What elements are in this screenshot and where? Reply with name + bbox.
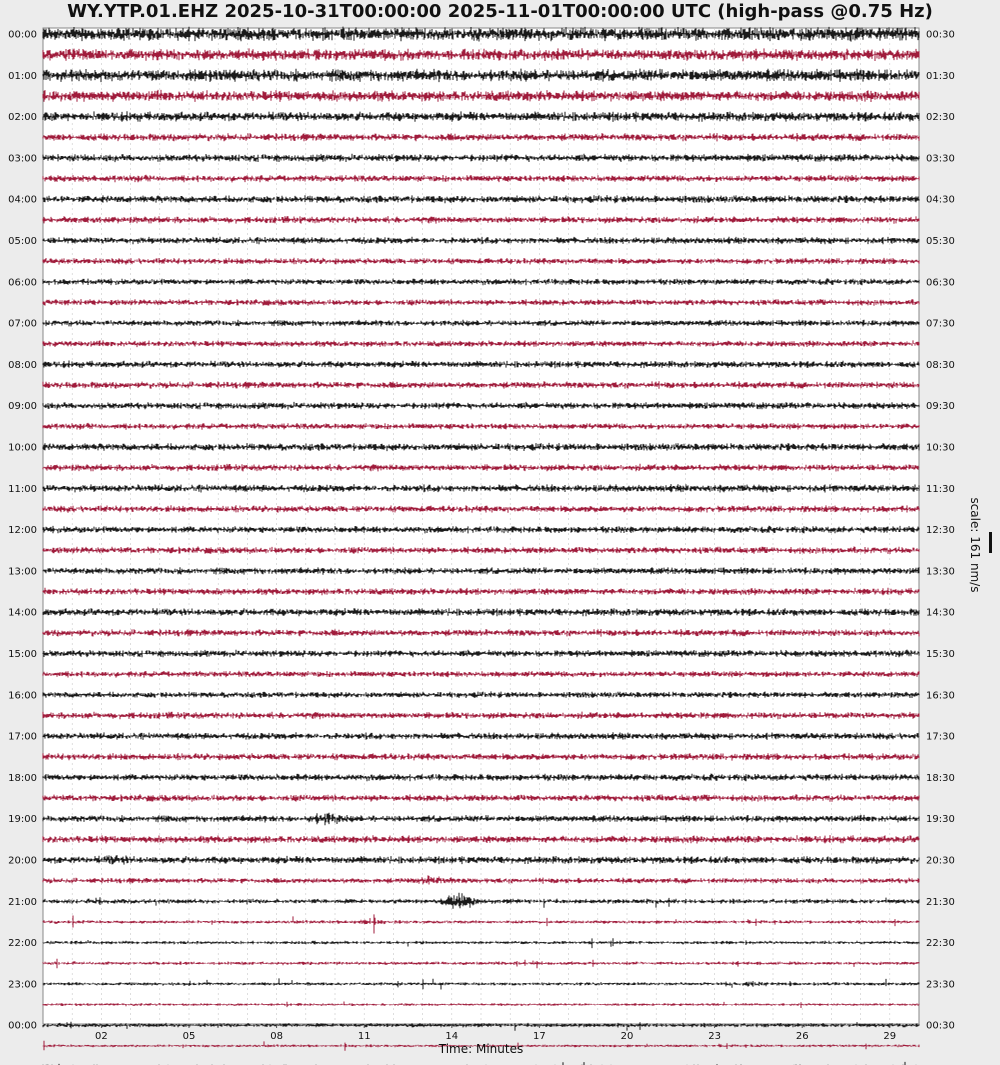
right-hour-label: 23:30 (926, 979, 955, 991)
scale-bar (989, 532, 992, 553)
right-hour-label: 10:30 (926, 442, 955, 454)
left-hour-label: 05:00 (8, 236, 37, 247)
left-hour-label: 02:00 (8, 112, 37, 124)
right-hour-label: 14:30 (926, 607, 955, 619)
x-tick-label: 02 (95, 1031, 108, 1042)
right-hour-label: 19:30 (926, 814, 955, 826)
left-hour-label: 22:00 (8, 938, 37, 950)
left-hour-label: 21:00 (8, 896, 37, 908)
right-hour-label: 08:30 (926, 359, 955, 371)
right-hour-label: 04:30 (926, 194, 955, 206)
x-tick-label: 26 (795, 1031, 809, 1042)
right-hour-label: 01:30 (926, 70, 955, 82)
right-hour-label: 16:30 (926, 690, 955, 702)
left-hour-label: 11:00 (8, 483, 37, 495)
left-hour-label: 01:00 (8, 70, 37, 82)
right-hour-label: 22:30 (926, 938, 955, 950)
left-hour-label: 10:00 (8, 442, 37, 454)
x-tick-label: 11 (357, 1031, 371, 1042)
left-hour-label: 20:00 (8, 855, 37, 867)
x-tick-label: 14 (445, 1031, 459, 1042)
left-hour-label: 09:00 (8, 401, 37, 413)
x-tick-label: 08 (270, 1031, 283, 1042)
x-tick-label: 23 (708, 1031, 721, 1042)
right-hour-label: 03:30 (926, 153, 955, 165)
left-hour-label: 03:00 (8, 153, 37, 165)
x-tick-label: 20 (620, 1031, 634, 1042)
left-hour-label: 15:00 (8, 649, 37, 660)
right-hour-label: 20:30 (926, 855, 955, 867)
left-hour-label: 23:00 (8, 979, 37, 991)
left-hour-label: 00:00 (8, 29, 37, 41)
left-hour-label: 18:00 (8, 772, 37, 784)
right-hour-label: 13:30 (926, 566, 955, 578)
right-hour-label: 17:30 (926, 731, 955, 743)
x-axis-label: Time: Minutes (438, 1042, 524, 1056)
left-hour-label: 07:00 (8, 318, 37, 330)
right-hour-label: 09:30 (926, 401, 955, 413)
right-hour-label: 21:30 (926, 896, 955, 908)
x-tick-label: 17 (533, 1031, 546, 1042)
x-tick-labels (95, 1024, 896, 1042)
scale-label: scale: 161 nm/s (968, 497, 982, 593)
left-hour-label: 19:00 (8, 814, 37, 826)
right-hour-label: 00:30 (926, 1020, 955, 1032)
left-hour-label: 16:00 (8, 690, 37, 702)
left-hour-label: 00:00 (8, 1020, 37, 1032)
left-hour-label: 17:00 (8, 731, 37, 743)
right-hour-label: 02:30 (926, 112, 955, 124)
right-hour-label: 11:30 (926, 483, 955, 495)
right-hour-label: 18:30 (926, 772, 955, 784)
right-hour-label: 07:30 (926, 318, 955, 330)
right-hour-labels (926, 30, 955, 1032)
right-hour-label: 05:30 (926, 236, 955, 247)
right-hour-label: 06:30 (926, 277, 955, 289)
left-hour-label: 12:00 (8, 525, 37, 537)
right-hour-label: 12:30 (926, 525, 955, 537)
x-tick-label: 05 (182, 1031, 196, 1042)
x-tick-label: 29 (883, 1031, 897, 1042)
left-hour-label: 13:00 (8, 566, 37, 578)
left-hour-label: 08:00 (8, 359, 37, 371)
right-hour-label: 15:30 (926, 649, 955, 660)
right-hour-label: 00:30 (926, 29, 955, 41)
left-hour-label: 14:00 (8, 607, 37, 619)
chart-title: WY.YTP.01.EHZ 2025-10-31T00:00:00 2025-11-01T00:00:00 UTC (high-pass @0.75 Hz) (67, 1, 933, 22)
left-hour-label: 06:00 (8, 277, 37, 289)
left-hour-labels (8, 30, 37, 1032)
left-hour-label: 04:00 (8, 194, 37, 206)
